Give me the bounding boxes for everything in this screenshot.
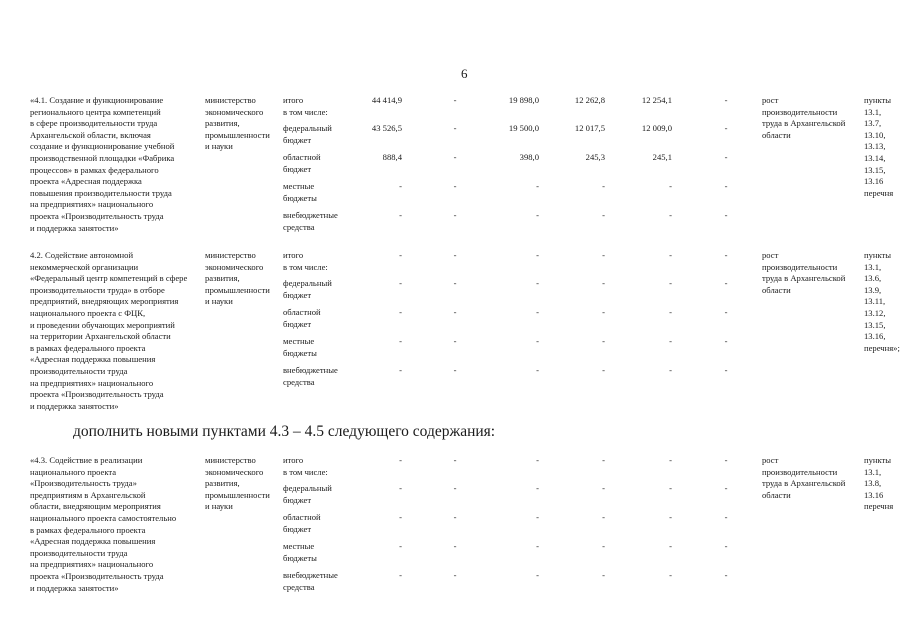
value-year-3: - (602, 336, 605, 346)
source-label: в том числе: (283, 466, 328, 477)
points-line: 13.9, (864, 284, 882, 295)
activity-line: и поддержка занятости» (30, 400, 119, 411)
result-line: производительности (762, 466, 838, 477)
source-label: итого (283, 95, 304, 105)
value-year-5: - (724, 210, 728, 220)
result-line: производительности (762, 261, 838, 272)
source-label: бюджет (283, 163, 312, 174)
activity-line: проекта «Производительность труда (30, 571, 164, 581)
source-label: бюджеты (283, 192, 317, 203)
value-year-4: - (669, 365, 672, 375)
activity-line: «Производительность труда» (30, 478, 137, 489)
value-year-3: - (602, 570, 605, 580)
executor-line: и науки (205, 296, 233, 307)
points-line: 13.11, (864, 296, 886, 307)
activity-line: национального проекта самостоятельно (30, 513, 177, 523)
executor-line: промышленности (205, 129, 270, 140)
value-year-2: - (536, 278, 539, 288)
executor-line: развития, (205, 118, 240, 129)
value-year-5: - (724, 181, 728, 191)
value-year-2: - (536, 570, 539, 580)
value-total: - (399, 483, 402, 493)
value-year-5: - (724, 512, 728, 522)
result-line: области (762, 284, 791, 295)
executor-line: экономического (205, 466, 264, 477)
activity-line: предприятий, внедряющих мероприятия (30, 296, 179, 307)
value-total: 888,4 (382, 152, 402, 162)
value-year-2: - (536, 541, 539, 551)
activity-line: 4.2. Содействие автономной (30, 250, 134, 260)
points-line: 13.15, (864, 319, 886, 330)
source-label: в том числе: (283, 106, 328, 117)
activity-line: на предприятиях» национального (30, 377, 154, 388)
value-year-4: - (669, 278, 672, 288)
source-label: бюджеты (283, 552, 317, 563)
source-label: бюджет (283, 289, 312, 300)
executor-line: развития, (205, 273, 240, 284)
result-line: области (762, 489, 791, 500)
value-year-5: - (724, 307, 728, 317)
activity-line: и проведении обучающих мероприятий (30, 319, 175, 330)
activity-line: «Федеральный центр компетенций в сфере (30, 273, 188, 284)
activity-line: и поддержка занятости» (30, 222, 119, 233)
value-year-2: - (536, 365, 539, 375)
source-label: областной (283, 152, 321, 162)
value-year-2: - (536, 181, 539, 191)
activity-line: в сфере производительности труда (30, 118, 158, 129)
source-label: федеральный (283, 278, 332, 288)
points-line: 13.16, (864, 331, 886, 342)
executor-line: и науки (205, 141, 233, 152)
points-line: 13.7, (864, 118, 882, 129)
activity-line: на территории Архангельской области (30, 331, 171, 342)
source-label: местные (283, 181, 315, 191)
activity-line: проекта «Производительность труда (30, 211, 164, 221)
activity-line: национального проекта (30, 466, 117, 477)
activity-line: национального проекта с ФЦК, (30, 308, 146, 318)
value-year-1: - (453, 250, 457, 260)
source-label: областной (283, 307, 321, 317)
value-year-4: 12 009,0 (641, 123, 672, 133)
source-label: местные (283, 336, 315, 346)
section-heading: дополнить новыми пунктами 4.3 – 4.5 следующего содержания: (73, 423, 496, 440)
points-line: пункты (864, 250, 892, 260)
value-year-2: 19 898,0 (508, 95, 539, 105)
value-year-5: - (724, 455, 728, 465)
value-year-3: - (602, 181, 605, 191)
activity-line: на предприятиях» национального (30, 559, 154, 570)
activity-line: производительности труда (30, 547, 128, 558)
source-label: бюджет (283, 523, 312, 534)
source-label: бюджет (283, 134, 312, 145)
value-year-5: - (724, 123, 728, 133)
executor-line: министерство (205, 455, 256, 465)
activity-line: предприятиям в Архангельской (30, 489, 146, 500)
result-line: производительности (762, 106, 838, 117)
value-year-4: - (669, 541, 672, 551)
value-total: - (399, 570, 402, 580)
value-year-1: - (453, 152, 457, 162)
value-total: - (399, 278, 402, 288)
activity-line: проекта «Производительность труда (30, 389, 164, 400)
value-year-4: - (669, 512, 672, 522)
executor-line: экономического (205, 261, 264, 272)
value-year-3: - (602, 541, 605, 551)
value-year-5: - (724, 250, 728, 260)
value-year-3: - (602, 365, 605, 375)
activity-line: «Адресная поддержка повышения (30, 354, 156, 365)
points-line: перечня»; (864, 342, 900, 353)
value-year-1: - (453, 181, 457, 191)
source-label: итого (283, 455, 304, 465)
value-year-4: - (669, 336, 672, 346)
value-year-2: 19 500,0 (508, 123, 539, 133)
value-year-1: - (453, 365, 457, 375)
activity-line: области, внедряющим мероприятия (30, 501, 161, 512)
value-year-2: 398,0 (519, 152, 539, 162)
value-year-4: - (669, 483, 672, 493)
result-line: труда в Архангельской (762, 273, 846, 284)
source-label: в том числе: (283, 261, 328, 272)
value-year-1: - (453, 483, 457, 493)
executor-line: развития, (205, 478, 240, 489)
value-total: - (399, 181, 402, 191)
result-line: области (762, 129, 791, 140)
activity-line: «Адресная поддержка повышения (30, 536, 156, 547)
activity-line: и поддержка занятости» (30, 582, 119, 593)
source-label: внебюджетные (283, 365, 338, 375)
value-total: 43 526,5 (371, 123, 402, 133)
value-year-5: - (724, 483, 728, 493)
value-year-5: - (724, 365, 728, 375)
result-line: рост (762, 250, 779, 260)
result-line: рост (762, 455, 779, 465)
result-line: труда в Архангельской (762, 478, 846, 489)
source-label: федеральный (283, 483, 332, 493)
result-line: рост (762, 95, 779, 105)
value-year-1: - (453, 541, 457, 551)
activity-line: регионального центра компетенций (30, 106, 161, 117)
value-year-1: - (453, 210, 457, 220)
executor-line: промышленности (205, 284, 270, 295)
activity-line: создание и функционирование учебной (30, 141, 175, 152)
value-year-1: - (453, 123, 457, 133)
activity-line: производственной площадки «Фабрика (30, 153, 175, 163)
value-year-5: - (724, 278, 728, 288)
points-line: 13.1, (864, 466, 882, 477)
executor-line: и науки (205, 501, 233, 512)
activity-line: в рамках федерального проекта (30, 524, 146, 535)
value-year-2: - (536, 210, 539, 220)
source-label: внебюджетные (283, 210, 338, 220)
source-label: средства (283, 221, 315, 232)
activity-line: повышения производительности труда (30, 187, 172, 198)
source-label: областной (283, 512, 321, 522)
value-year-1: - (453, 336, 457, 346)
value-total: - (399, 336, 402, 346)
points-line: 13.14, (864, 153, 886, 163)
value-year-3: 245,3 (585, 152, 605, 162)
value-total: - (399, 365, 402, 375)
executor-line: промышленности (205, 489, 270, 500)
value-year-4: - (669, 455, 672, 465)
source-label: бюджет (283, 494, 312, 505)
value-year-5: - (724, 336, 728, 346)
source-label: федеральный (283, 123, 332, 133)
source-label: внебюджетные (283, 570, 338, 580)
value-year-4: - (669, 181, 672, 191)
value-total: - (399, 210, 402, 220)
points-line: 13.1, (864, 106, 882, 117)
executor-line: министерство (205, 250, 256, 260)
value-total: - (399, 512, 402, 522)
activity-line: проекта «Адресная поддержка (30, 176, 142, 187)
source-label: средства (283, 581, 315, 592)
executor-line: экономического (205, 106, 264, 117)
value-year-4: - (669, 210, 672, 220)
value-year-4: - (669, 570, 672, 580)
activity-line: некоммерческой организации (30, 261, 139, 272)
activity-line: в рамках федерального проекта (30, 342, 146, 353)
activity-line: «4.1. Создание и функционирование (30, 95, 164, 105)
activity-line: производительности труда (30, 366, 128, 376)
points-line: 13.10, (864, 129, 886, 140)
points-line: 13.12, (864, 308, 886, 318)
value-year-1: - (453, 307, 457, 317)
value-year-5: - (724, 95, 728, 105)
value-year-3: - (602, 483, 605, 493)
value-year-5: - (724, 541, 728, 551)
points-line: 13.1, (864, 261, 882, 272)
value-total: - (399, 250, 402, 260)
value-year-3: 12 262,8 (574, 95, 605, 105)
value-year-1: - (453, 278, 457, 288)
activity-line: производительности труда» в отборе (30, 284, 165, 295)
activity-line: на предприятиях» национального (30, 199, 154, 210)
value-year-3: - (602, 278, 605, 288)
points-line: пункты (864, 95, 892, 105)
source-label: средства (283, 376, 315, 387)
value-year-3: - (602, 250, 605, 260)
value-year-3: - (602, 307, 605, 317)
source-label: бюджеты (283, 347, 317, 358)
points-line: 13.16 (864, 176, 884, 187)
value-year-1: - (453, 570, 457, 580)
value-year-2: - (536, 512, 539, 522)
points-line: пункты (864, 455, 892, 465)
value-year-1: - (453, 512, 457, 522)
value-year-4: 245,1 (652, 152, 672, 162)
value-year-3: - (602, 210, 605, 220)
points-line: 13.16 (864, 489, 884, 500)
source-label: местные (283, 541, 315, 551)
activity-line: Архангельской области, включая (30, 129, 151, 140)
points-line: 13.8, (864, 478, 882, 489)
value-total: - (399, 307, 402, 317)
value-total: - (399, 455, 402, 465)
value-year-2: - (536, 455, 539, 465)
value-year-1: - (453, 95, 457, 105)
value-year-5: - (724, 570, 728, 580)
points-line: перечня (864, 187, 894, 198)
points-line: перечня (864, 501, 894, 512)
value-year-4: - (669, 250, 672, 260)
value-year-4: 12 254,1 (641, 95, 672, 105)
value-year-2: - (536, 336, 539, 346)
value-year-3: - (602, 512, 605, 522)
points-line: 13.6, (864, 273, 882, 284)
value-year-1: - (453, 455, 457, 465)
value-year-2: - (536, 250, 539, 260)
value-year-2: - (536, 483, 539, 493)
points-line: 13.13, (864, 141, 886, 152)
source-label: бюджет (283, 318, 312, 329)
result-line: труда в Архангельской (762, 118, 846, 129)
value-year-3: - (602, 455, 605, 465)
activity-line: «4.3. Содействие в реализации (30, 455, 143, 465)
value-year-2: - (536, 307, 539, 317)
value-total: 44 414,9 (371, 95, 402, 105)
source-label: итого (283, 250, 304, 260)
value-total: - (399, 541, 402, 551)
points-line: 13.15, (864, 164, 886, 175)
page-number: 6 (461, 66, 468, 81)
executor-line: министерство (205, 95, 256, 105)
value-year-4: - (669, 307, 672, 317)
activity-line: процессов» в рамках федерального (30, 164, 159, 175)
value-year-3: 12 017,5 (574, 123, 605, 133)
value-year-5: - (724, 152, 728, 162)
